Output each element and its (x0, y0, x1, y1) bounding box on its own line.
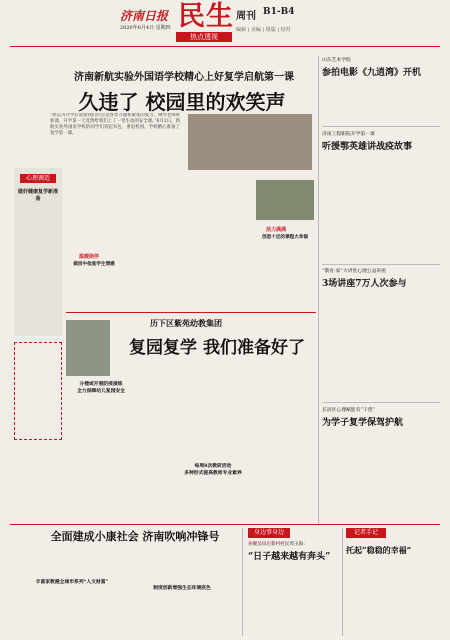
right-body4 (322, 430, 440, 524)
right-sec4: 长清区心理赋能有“干货” (322, 408, 375, 413)
page-range: B1-B4 (263, 7, 295, 17)
story2-column-3 (180, 360, 236, 460)
bottom-title-c: 托起“稳稳的幸福” (346, 545, 412, 555)
story2-column-5 (240, 360, 316, 516)
bottom-title-b: “日子越来越有奔头” (248, 552, 331, 562)
story1-column-2 (66, 270, 118, 310)
story1-column-3 (124, 175, 186, 310)
right-body3 (322, 291, 440, 399)
story1-sub2-tag: 温暖陪伴 (79, 254, 100, 260)
story3-body-1 (14, 544, 122, 576)
story2-callout-text (18, 347, 60, 437)
story3-body-3 (126, 544, 238, 582)
story1-sub3-title: 创造十足的课程大幸福 (262, 235, 308, 240)
editor-credits: 编辑 | 美编 | 组版 | 校对 (236, 27, 291, 33)
story2-column-2 (120, 360, 176, 516)
story2-sub2b: 多种形式提高教师专业素养 (184, 470, 242, 476)
right-sec3: “教育·家”大讲堂心理公益讲座 (322, 269, 386, 274)
right-body2 (322, 154, 440, 262)
story2-sub2: 每周8次教研活动 (194, 463, 232, 469)
bottom-col-divider-1 (242, 528, 243, 636)
story1-sub2-title: 做回中他复学生情感 (73, 262, 115, 267)
story2-sub1b: 全力保障幼儿复园安全 (77, 388, 125, 394)
right-body1 (322, 80, 440, 124)
masthead (0, 0, 450, 48)
right-title1: 参拍电影《九逍湾》开机 (322, 68, 422, 78)
right-column-divider (318, 56, 319, 526)
bottom-divider (10, 524, 440, 525)
story1-column-4 (190, 180, 250, 310)
right-title2: 听援鄂英雄讲战疫故事 (322, 142, 413, 152)
section-brand: 民生 (178, 1, 234, 32)
story1-photo-side (256, 180, 314, 220)
story1-sidebar (14, 168, 62, 336)
story2-callout (14, 342, 62, 440)
story1-column-5 (256, 243, 314, 310)
right-sep1 (322, 126, 440, 127)
issue-date: 2020年6月4日 星期四 (120, 25, 171, 31)
newspaper-logo: 济南日报 (120, 9, 169, 23)
story-divider (66, 312, 316, 313)
sidebar-body (17, 198, 59, 330)
sidebar-heading: 心理调适 (20, 174, 56, 183)
sidebar-title: 做好健康复学新准备 (17, 189, 58, 202)
right-sep3 (322, 402, 440, 403)
right-sep2 (322, 264, 440, 265)
story2-photo-kids (66, 320, 110, 376)
story1-photo-main (188, 114, 312, 170)
story2-kicker: 历下区紫苑幼教集团 (150, 318, 222, 328)
bottom-body-b (248, 562, 338, 636)
weekly-label: 周刊 (236, 11, 256, 22)
section-subtitle: 热点透视 (176, 32, 232, 42)
story3-sub: 丰富家教健全城市系列“人文财富” (35, 579, 109, 585)
right-column (322, 56, 440, 526)
story1-column-1 (66, 175, 118, 250)
story1-sub3-tag: 活力满满 (266, 227, 287, 233)
bottom-brand-a: 身边事身边 (248, 528, 290, 538)
story1-kicker: 济南新航实验外国语学校精心上好复学启航第一课 (74, 72, 294, 83)
right-title3: 3场讲座7万人次参与 (322, 279, 407, 289)
story2-column-1 (66, 396, 116, 516)
story2-column-4 (180, 478, 236, 516)
right-sec2: 济南工程职院开学第一课 (322, 132, 375, 137)
masthead-rule (10, 46, 440, 47)
story1-lead: “原以为开学后迎接我们的会是各类习题和紧张的复习，钢琴老师讲新课，开学第一天竟然给我们上了一堂生动的安全课。”6月2日，新航实验外国语学校的同学们背起书包，重返校园，学校精心准备了复学第一课。 (50, 113, 180, 136)
bottom-brand-c: 记者手记 (346, 528, 386, 538)
bottom-kicker-b: 孙聚吴田庄新村村民周玉海： (248, 542, 308, 547)
story3-body-4 (126, 592, 238, 636)
story3-sub2: 制度创新增强生态环境底色 (153, 585, 211, 591)
story3-body-2 (14, 586, 122, 636)
story2-title: 复园复学 我们准备好了 (129, 338, 305, 358)
bottom-col-divider-2 (342, 528, 343, 636)
story2-sub1: 分楼或开展防疫演练 (79, 381, 123, 387)
story1-title: 久违了 校园里的欢笑声 (78, 90, 286, 114)
right-sec1: 山东艺术学院 (322, 58, 351, 63)
right-title4: 为学子复学保驾护航 (322, 418, 404, 428)
story3-title: 全面建成小康社会 济南吹响冲锋号 (50, 530, 220, 543)
bottom-body-c (346, 558, 438, 636)
